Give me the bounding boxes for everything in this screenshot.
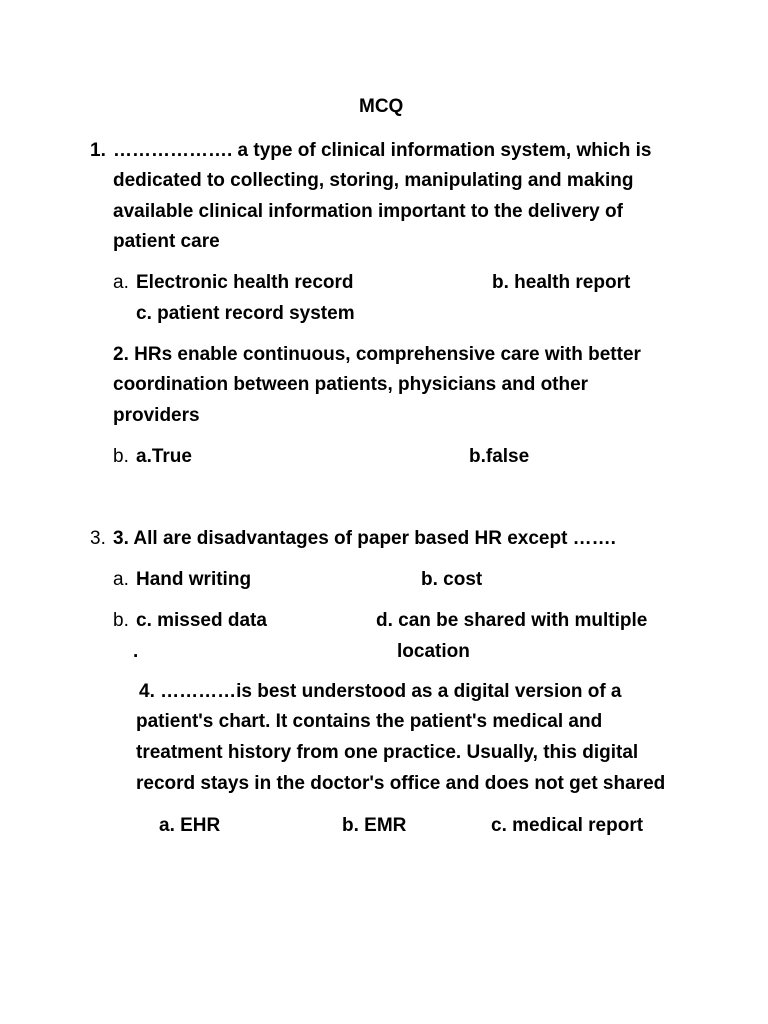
question-text-line: available clinical information important to the delivery of: [113, 201, 623, 222]
question-text-line: 4. …………is best understood as a digital version of a: [139, 681, 622, 702]
option-a: Electronic health record: [136, 272, 354, 293]
question-text-line: patient's chart. It contains the patient's medical and: [136, 711, 603, 732]
option-marker: b.: [113, 610, 129, 631]
option-b: b. health report: [492, 272, 631, 293]
option-true: a.True: [136, 446, 192, 467]
question-text-line: coordination between patients, physicians and other: [113, 374, 589, 395]
question-text-line: 3. All are disadvantages of paper based HR except …….: [113, 528, 616, 549]
option-d-continued: location: [397, 641, 470, 662]
option-d: d. can be shared with multiple: [376, 610, 648, 631]
question-text-line: 2. HRs enable continuous, comprehensive care with better: [113, 344, 641, 365]
question-number: 3.: [90, 528, 106, 549]
option-a: a. EHR: [159, 815, 221, 836]
option-c: c. medical report: [491, 815, 644, 836]
question-text-line: treatment history from one practice. Usually, this digital: [136, 742, 639, 763]
option-marker: a.: [113, 272, 129, 293]
option-a: Hand writing: [136, 569, 252, 590]
question-text-line: providers: [113, 405, 200, 426]
stray-dot: .: [133, 641, 139, 662]
question-number: 1.: [90, 140, 106, 161]
question-text-line: record stays in the doctor's office and does not get shared: [136, 773, 666, 794]
option-false: b.false: [469, 446, 530, 467]
option-b: b. cost: [421, 569, 483, 590]
option-b: b. EMR: [342, 815, 407, 836]
option-c: c. patient record system: [136, 303, 355, 324]
question-text-line: dedicated to collecting, storing, manipulating and making: [113, 170, 634, 191]
option-marker: b.: [113, 446, 129, 467]
page-title: MCQ: [359, 96, 404, 117]
option-marker: a.: [113, 569, 129, 590]
question-text-line: ………………. a type of clinical information system, which is: [113, 140, 652, 161]
option-c: c. missed data: [136, 610, 267, 631]
question-text-line: patient care: [113, 231, 220, 252]
